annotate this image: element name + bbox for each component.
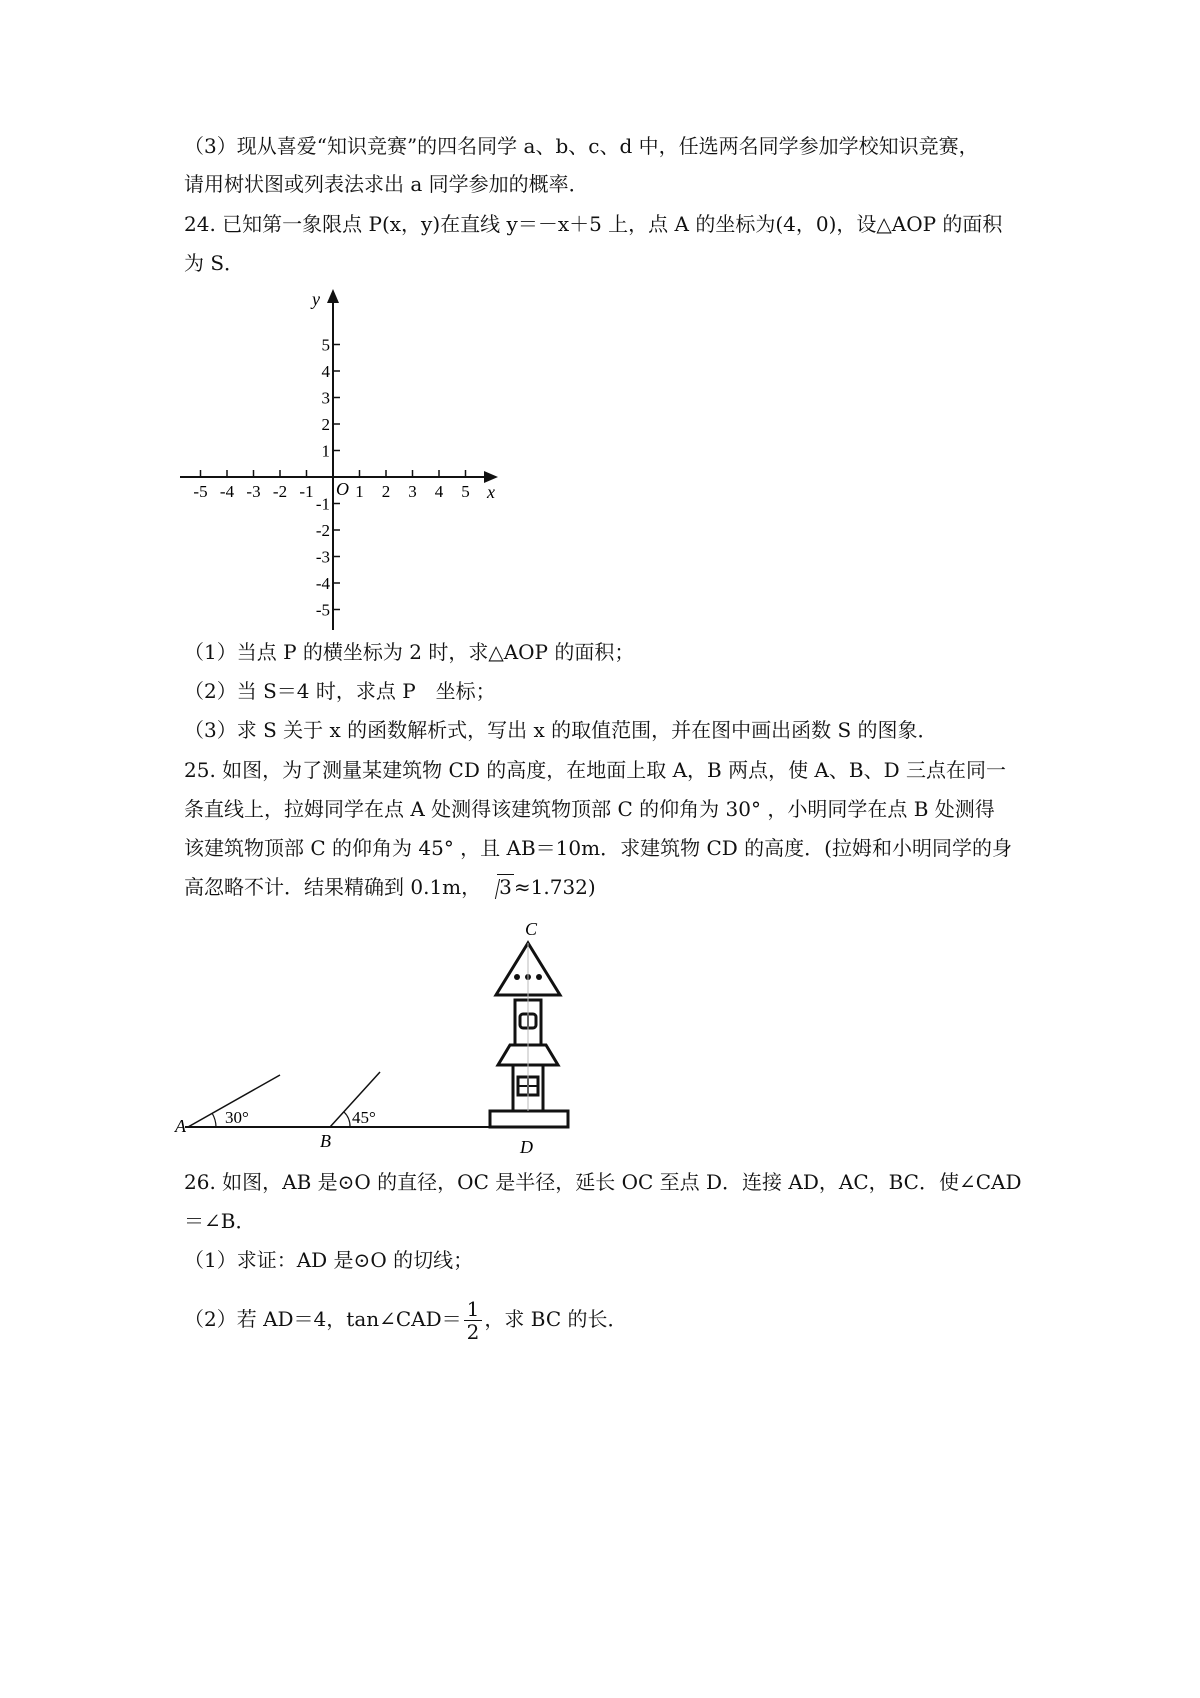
x-tick-label: 5 (461, 482, 470, 501)
q26-stem-line2: ＝∠B． (184, 1209, 256, 1233)
y-tick-label: -5 (315, 600, 330, 620)
q24-stem-line1: 24. 已知第一象限点 P(x，y)在直线 y＝－x＋5 上，点 A 的坐标为(4，0)，设△AOP 的面积 (184, 212, 1003, 236)
q25-building-figure (170, 915, 630, 1160)
angle-arc-b (344, 1112, 350, 1127)
q23-part3-line2: 请用树状图或列表法求出 a 同学参加的概率． (184, 172, 589, 196)
y-tick-label: -4 (315, 574, 330, 593)
label-b: B (320, 1131, 331, 1151)
x-tick-label: 2 (381, 482, 391, 501)
label-c: C (525, 919, 538, 939)
x-tick-label: -3 (246, 482, 261, 501)
x-tick-label: 4 (434, 482, 444, 501)
q25-line4-pre: 高忽略不计．结果精确到 0.1m， (184, 875, 482, 899)
x-tick-label: 3 (408, 482, 417, 501)
x-tick-label: -4 (219, 482, 235, 501)
angle-label-45: 45° (352, 1108, 376, 1127)
angle-arc-a (212, 1113, 216, 1127)
x-tick-label: 1 (355, 482, 364, 501)
q26-part1: （1）求证：AD 是⊙O 的切线； (184, 1248, 474, 1272)
x-tick-label: -5 (193, 482, 208, 501)
q25-stem-line3: 该建筑物顶部 C 的仰角为 45° ，且 AB＝10m．求建筑物 CD 的高度．(拉姆和小明同学的身 (184, 836, 1012, 860)
y-tick-label: -2 (315, 521, 330, 540)
q24-coordinate-graph (180, 285, 520, 635)
y-tick-label: -3 (315, 547, 330, 567)
q24-part1: （1）当点 P 的横坐标为 2 时，求△AOP 的面积； (184, 640, 635, 664)
q25-stem-line2: 条直线上，拉姆同学在点 A 处测得该建筑物顶部 C 的仰角为 30° ，小明同学在点 B 处测得 (184, 797, 995, 821)
fraction-numerator: 1 (464, 1298, 483, 1321)
q24-part2: （2）当 S＝4 时，求点 P 坐标； (184, 679, 496, 703)
q25-stem-line4 (184, 873, 596, 901)
sqrt-radicand: 3 (499, 875, 512, 899)
label-d: D (520, 1137, 533, 1157)
building-icon (490, 943, 568, 1127)
x-tick-label: -1 (299, 482, 314, 501)
angle-label-30: 30° (225, 1108, 249, 1127)
y-axis-label: y (312, 289, 320, 309)
y-tick-label: -1 (315, 494, 330, 514)
y-tick-label: 5 (321, 335, 330, 355)
q24-stem-line2: 为 S． (184, 251, 245, 275)
fraction-denominator: 2 (466, 1320, 480, 1344)
y-tick-label: 4 (321, 362, 330, 381)
q25-stem-line1: 25. 如图，为了测量某建筑物 CD 的高度，在地面上取 A，B 两点，使 A、B、D 三点在同一 (184, 758, 1006, 782)
y-axis-arrow (327, 289, 339, 303)
q26-part2-pre: （2）若 AD＝4，tan∠CAD＝ (184, 1307, 462, 1331)
label-a: A (175, 1116, 186, 1136)
q26-stem-line1: 26. 如图，AB 是⊙O 的直径，OC 是半径，延长 OC 至点 D．连接 AD，AC，BC．使∠CAD (184, 1170, 1022, 1194)
q24-part3: （3）求 S 关于 x 的函数解析式，写出 x 的取值范围，并在图中画出函数 S 的图象． (184, 718, 938, 742)
q25-line4-post: ≈1.732) (513, 875, 596, 899)
y-tick-label: 2 (321, 415, 330, 434)
y-tick-label: 1 (321, 441, 330, 461)
origin-label: O (336, 479, 349, 499)
q26-part2 (184, 1298, 628, 1343)
y-tick-label: 3 (321, 388, 330, 408)
fraction (464, 1298, 483, 1343)
q23-part3-line1: （3）现从喜爱“知识竞赛”的四名同学 a、b、c、d 中，任选两名同学参加学校知识竞赛， (184, 134, 979, 158)
q26-part2-post: ，求 BC 的长． (484, 1307, 628, 1331)
x-axis-label: x (487, 482, 495, 502)
x-tick-label: -2 (272, 482, 288, 501)
sqrt-symbol (485, 873, 514, 901)
